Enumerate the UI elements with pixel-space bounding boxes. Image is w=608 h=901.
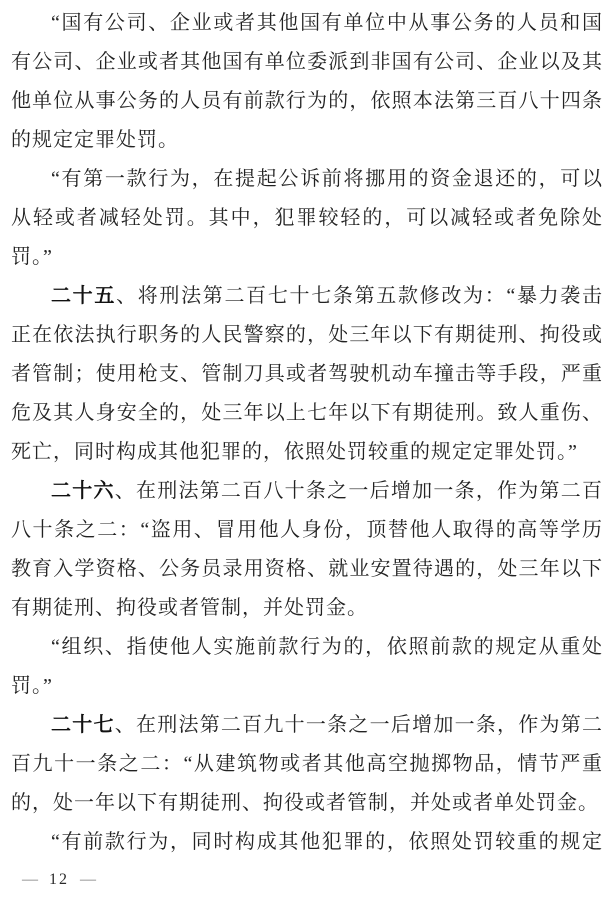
text-line: 有期徒刑、拘役或者管制，并处罚金。 (11, 597, 368, 619)
paragraph (11, 706, 603, 823)
text-line: 的，处一年以下有期徒刑、拘役或者管制，并处或者单处罚金。 (11, 792, 599, 814)
text-line: 百九十一条之二：“从建筑物或者其他高空抛掷物品，情节严重 (11, 753, 603, 775)
paragraph (11, 628, 603, 706)
section-number: 二十七 (51, 714, 115, 736)
text-line: 者管制；使用枪支、管制刀具或者驾驶机动车撞击等手段，严重 (11, 363, 603, 385)
text-line: “有第一款行为，在提起公诉前将挪用的资金退还的，可以 (51, 168, 603, 190)
text-line: 危及其人身安全的，处三年以上七年以下有期徒刑。致人重伤、 (11, 402, 603, 424)
text-line: 从轻或者减轻处罚。其中，犯罪较轻的，可以减轻或者免除处 (11, 207, 603, 229)
text-line: “有前款行为，同时构成其他犯罪的，依照处罚较重的规定 (51, 831, 603, 853)
text-line: 有公司、企业或者其他国有单位委派到非国有公司、企业以及其 (11, 51, 603, 73)
footer-left-dash: — (22, 871, 38, 888)
paragraph (11, 277, 603, 472)
text-line: “国有公司、企业或者其他国有单位中从事公务的人员和国 (51, 12, 603, 34)
paragraph (11, 823, 603, 862)
document-body (11, 4, 603, 862)
section-number: 二十六 (51, 480, 115, 502)
paragraph (11, 472, 603, 628)
text-line: 二十六、在刑法第二百八十条之一后增加一条，作为第二百 (51, 480, 603, 502)
text-line: 他单位从事公务的人员有前款行为的，依照本法第三百八十四条 (11, 90, 603, 112)
text-line: 二十五、将刑法第二百七十七条第五款修改为：“暴力袭击 (51, 285, 603, 307)
text-line: 正在依法执行职务的人民警察的，处三年以下有期徒刑、拘役或 (11, 324, 603, 346)
text-line: 罚。” (11, 246, 53, 268)
text-line: “组织、指使他人实施前款行为的，依照前款的规定从重处 (51, 636, 603, 658)
paragraph (11, 4, 603, 160)
section-number: 二十五 (51, 285, 117, 307)
text-line: 死亡，同时构成其他犯罪的，依照处罚较重的规定定罪处罚。” (11, 441, 578, 463)
text-line: 的规定定罪处罚。 (11, 129, 179, 151)
page-footer (22, 870, 603, 890)
page-number: 12 (49, 871, 69, 888)
footer-right-dash: — (80, 871, 96, 888)
text-line: 教育入学资格、公务员录用资格、就业安置待遇的，处三年以下 (11, 558, 603, 580)
text-line: 罚。” (11, 675, 53, 697)
paragraph (11, 160, 603, 277)
text-line: 八十条之二：“盗用、冒用他人身份，顶替他人取得的高等学历 (11, 519, 603, 541)
text-line: 二十七、在刑法第二百九十一条之一后增加一条，作为第二 (51, 714, 603, 736)
